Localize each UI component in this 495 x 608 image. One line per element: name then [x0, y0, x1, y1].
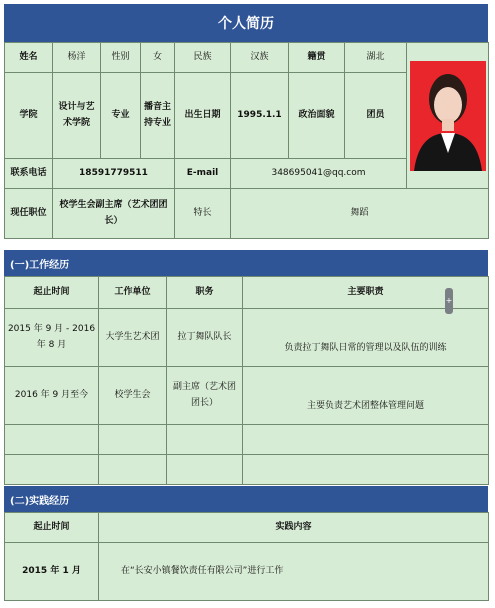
phone-label: 联系电话	[5, 159, 53, 189]
ethnicity-label: 民族	[175, 43, 231, 73]
major-label: 专业	[101, 73, 141, 159]
position-value: 校学生会副主席（艺术团团长）	[53, 189, 175, 239]
practice-content: 在“长安小镇餐饮责任有限公司”进行工作	[99, 543, 489, 601]
work-header-role: 职务	[167, 277, 243, 309]
table-row	[5, 455, 489, 485]
work-header-duty: 主要职责	[243, 277, 489, 309]
empty-cell	[5, 455, 99, 485]
empty-cell	[167, 425, 243, 455]
person-portrait-icon	[410, 61, 486, 171]
name-label: 姓名	[5, 43, 53, 73]
email-label: E-mail	[175, 159, 231, 189]
origin-value: 湖北	[345, 43, 407, 73]
work-duty: 负责拉丁舞队日常的管理以及队伍的训练	[243, 309, 489, 367]
origin-label: 籍贯	[289, 43, 345, 73]
phone-value: 18591779511	[53, 159, 175, 189]
practice-header-time: 起止时间	[5, 513, 99, 543]
profile-photo	[410, 61, 486, 171]
email-value: 348695041@qq.com	[231, 159, 407, 189]
empty-cell	[243, 425, 489, 455]
politics-label: 政治面貌	[289, 73, 345, 159]
school-label: 学院	[5, 73, 53, 159]
profile-table	[4, 42, 489, 239]
work-time: 2016 年 9 月至今	[5, 367, 99, 425]
work-header-time: 起止时间	[5, 277, 99, 309]
gender-label: 性别	[101, 43, 141, 73]
work-table	[4, 276, 489, 485]
empty-cell	[99, 455, 167, 485]
politics-value: 团员	[345, 73, 407, 159]
name-value: 杨洋	[53, 43, 101, 73]
photo-cell	[407, 43, 489, 189]
practice-header-content: 实践内容	[99, 513, 489, 543]
empty-cell	[5, 425, 99, 455]
table-row	[5, 309, 489, 367]
school-value: 设计与艺术学院	[53, 73, 101, 159]
birth-label: 出生日期	[175, 73, 231, 159]
table-row	[5, 543, 489, 601]
work-org: 校学生会	[99, 367, 167, 425]
gender-value: 女	[141, 43, 175, 73]
skill-value: 舞蹈	[231, 189, 489, 239]
work-time: 2015 年 9 月 - 2016 年 8 月	[5, 309, 99, 367]
work-header-org: 工作单位	[99, 277, 167, 309]
practice-section-heading: (二)实践经历	[4, 486, 488, 512]
practice-time: 2015 年 1 月	[5, 543, 99, 601]
skill-label: 特长	[175, 189, 231, 239]
work-section-heading: (一)工作经历	[4, 250, 488, 276]
empty-cell	[167, 455, 243, 485]
empty-cell	[243, 455, 489, 485]
birth-value: 1995.1.1	[231, 73, 289, 159]
work-duty: 主要负责艺术团整体管理问题	[243, 367, 489, 425]
practice-table	[4, 512, 489, 601]
position-label: 现任职位	[5, 189, 53, 239]
table-row	[5, 425, 489, 455]
page-title: 个人简历	[4, 4, 488, 42]
major-value: 播音主持专业	[141, 73, 175, 159]
table-row	[5, 367, 489, 425]
work-role: 副主席（艺术团团长）	[167, 367, 243, 425]
work-role: 拉丁舞队队长	[167, 309, 243, 367]
work-org: 大学生艺术团	[99, 309, 167, 367]
empty-cell	[99, 425, 167, 455]
ethnicity-value: 汉族	[231, 43, 289, 73]
plus-icon[interactable]: +	[445, 288, 453, 314]
